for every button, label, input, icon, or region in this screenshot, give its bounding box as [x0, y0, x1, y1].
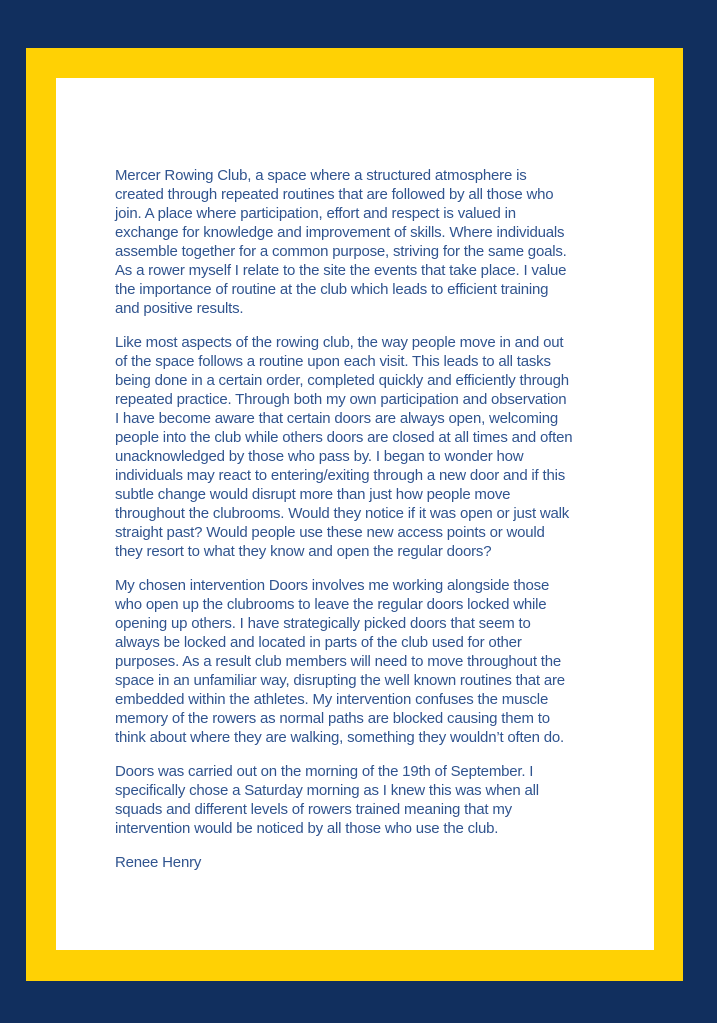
signature: Renee Henry	[115, 854, 202, 871]
text-line: opening up others. I have strategically picked doors that seem to	[115, 615, 531, 632]
text-line: exchange for knowledge and improvement of skills. Where individuals	[115, 224, 565, 241]
text-line: unacknowledged by those who pass by. I began to wonder how	[115, 448, 524, 465]
text-line: they resort to what they know and open the regular doors?	[115, 543, 492, 560]
text-line: As a rower myself I relate to the site the events that take place. I value	[115, 262, 567, 279]
paper	[56, 78, 654, 950]
text-line: assemble together for a common purpose, striving for the same goals.	[115, 243, 567, 260]
text-line: subtle change would disrupt more than just how people move	[115, 486, 511, 503]
paragraph	[115, 166, 620, 318]
text-line: always be locked and located in parts of the club used for other	[115, 634, 522, 651]
text-line: created through repeated routines that are followed by all those who	[115, 186, 554, 203]
text-line: individuals may react to entering/exiting through a new door and if this	[115, 467, 566, 484]
text-line: Mercer Rowing Club, a space where a structured atmosphere is	[115, 167, 527, 184]
text-line: purposes. As a result club members will need to move throughout the	[115, 653, 562, 670]
text-line: Like most aspects of the rowing club, the way people move in and out	[115, 334, 564, 351]
text-line: throughout the clubrooms. Would they notice if it was open or just walk	[115, 505, 570, 522]
text-line: who open up the clubrooms to leave the regular doors locked while	[115, 596, 547, 613]
document-text	[115, 166, 620, 872]
text-line: being done in a certain order, completed quickly and efficiently through	[115, 372, 569, 389]
text-line: of the space follows a routine upon each visit. This leads to all tasks	[115, 353, 551, 370]
text-line: My chosen intervention Doors involves me working alongside those	[115, 577, 550, 594]
text-line: Doors was carried out on the morning of the 19th of September. I	[115, 763, 534, 780]
yellow-frame	[26, 48, 683, 981]
text-line: the importance of routine at the club which leads to efficient training	[115, 281, 549, 298]
text-line: space in an unfamiliar way, disrupting the well known routines that are	[115, 672, 565, 689]
text-line: squads and different levels of rowers trained meaning that my	[115, 801, 512, 818]
text-line: I have become aware that certain doors are always open, welcoming	[115, 410, 559, 427]
text-line: and positive results.	[115, 300, 244, 317]
text-line: repeated practice. Through both my own participation and observation	[115, 391, 567, 408]
text-line: specifically chose a Saturday morning as I knew this was when all	[115, 782, 539, 799]
text-line: straight past? Would people use these new access points or would	[115, 524, 545, 541]
text-line: think about where they are walking, something they wouldn’t often do.	[115, 729, 564, 746]
text-line: intervention would be noticed by all those who use the club.	[115, 820, 499, 837]
text-line: people into the club while others doors are closed at all times and often	[115, 429, 573, 446]
text-line: memory of the rowers as normal paths are blocked causing them to	[115, 710, 550, 727]
text-line: embedded within the athletes. My intervention confuses the muscle	[115, 691, 549, 708]
text-line: join. A place where participation, effort and respect is valued in	[115, 205, 516, 222]
paragraph	[115, 762, 620, 838]
paragraph	[115, 333, 620, 561]
paragraph	[115, 576, 620, 747]
